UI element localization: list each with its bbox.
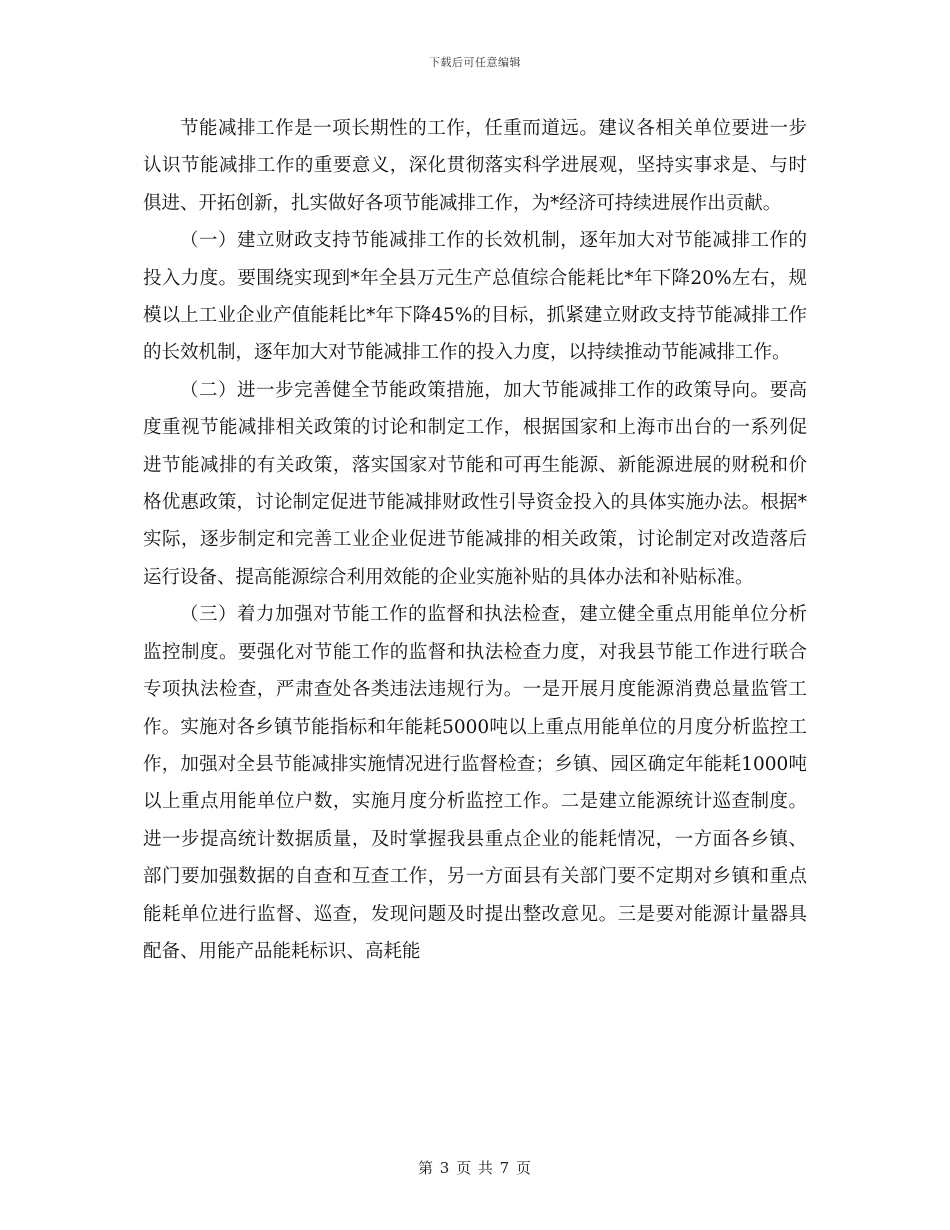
page-number-footer: 第 3 页 共 7 页 [418,1159,532,1177]
paragraph-section-3: （三）着力加强对节能工作的监督和执法检查，建立健全重点用能单位分析监控制度。要强化对节能工作的监督和执法检查力度，对我县节能工作进行联合专项执法检查，严肃查处各类违法违规行为。一是开展月度能源消费总量监管工作。实施对各乡镇节能指标和年能耗5000吨以上重点用能单位的月度分析监控工作，加强对全县节能减排实施情况进行监督检查；乡镇、园区确定年能耗1000吨以上重点用能单位户数，实施月度分析监控工作。二是建立能源统计巡查制度。进一步提高统计数据质量，及时掌握我县重点企业的能耗情况，一方面各乡镇、部门要加强数据的自查和互查工作，另一方面县有关部门要不定期对乡镇和重点能耗单位进行监督、巡查，发现问题及时提出整改意见。三是要对能源计量器具配备、用能产品能耗标识、高耗能 [143,604,807,962]
paragraph-section-2: （二）进一步完善健全节能政策措施，加大节能减排工作的政策导向。要高度重视节能减排相关政策的讨论和制定工作，根据国家和上海市出台的一系列促进节能减排的有关政策，落实国家对节能和可再生能源、新能源进展的财税和价格优惠政策，讨论制定促进节能减排财政性引导资金投入的具体实施办法。根据*实际，逐步制定和完善工业企业促进节能减排的相关政策，讨论制定对改造落后运行设备、提高能源综合利用效能的企业实施补贴的具体办法和补贴标准。 [143,379,807,588]
paragraph-section-1: （一）建立财政支持节能减排工作的长效机制，逐年加大对节能减排工作的投入力度。要围绕实现到*年全县万元生产总值综合能耗比*年下降20%左右，规模以上工业企业产值能耗比*年下降45%的目标，抓紧建立财政支持节能减排工作的长效机制，逐年加大对节能减排工作的投入力度，以持续推动节能减排工作。 [143,230,807,364]
document-body [143,110,807,970]
paragraph-intro: 节能减排工作是一项长期性的工作，任重而道远。建议各相关单位要进一步认识节能减排工作的重要意义，深化贯彻落实科学进展观，坚持实事求是、与时俱进、开拓创新，扎实做好各项节能减排工作，为*经济可持续进展作出贡献。 [143,118,807,214]
page-header-note: 下载后可任意编辑 [429,56,521,69]
